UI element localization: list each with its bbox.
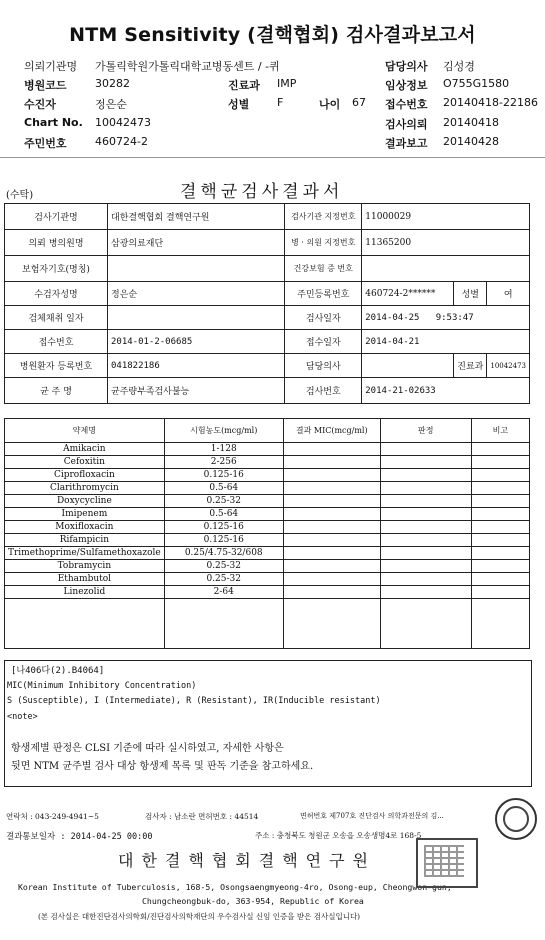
drug-range: 1-128	[164, 443, 283, 456]
label-clinical: 임상정보	[385, 79, 428, 92]
drug-remark	[471, 443, 529, 456]
drug-name: Ciprofloxacin	[5, 469, 165, 482]
drug-range: 0.125-16	[164, 521, 283, 534]
note-kr-1: 항생제별 판정은 CLSI 기준에 따라 실시하였고, 자세한 사항은	[11, 743, 284, 754]
value-dept: IMP	[277, 77, 297, 90]
drug-remark	[471, 521, 529, 534]
drug-mic	[283, 456, 380, 469]
footer-director: 면허번호 제707호 진단검사 의학과전문의 김...	[300, 812, 444, 820]
drug-judgement	[380, 521, 471, 534]
cell-hospital-code-label: 병 · 의원 지정번호	[285, 230, 362, 256]
value-request: 20140418	[443, 116, 499, 129]
cell-test-time: 9:53:47	[435, 312, 474, 323]
drug-name: Linezolid	[5, 586, 165, 599]
label-chart-no: Chart No.	[24, 116, 83, 129]
drug-mic	[283, 547, 380, 560]
note-code: [나406다(2).B4064]	[11, 666, 105, 676]
cell-receipt: 2014-01-2-06685	[108, 330, 285, 354]
label-receipt: 접수번호	[385, 98, 428, 111]
note-kr-2: 뒷면 NTM 균주별 검사 대상 항생제 목록 및 판독 기준을 참고하세요.	[11, 761, 314, 772]
cell-exam-no: 2014-21-02633	[362, 378, 530, 404]
value-chart-no: 10042473	[95, 116, 151, 129]
drug-header-judge: 판정	[380, 419, 471, 443]
drug-judgement	[380, 495, 471, 508]
drug-name: Amikacin	[5, 443, 165, 456]
drug-judgement	[380, 534, 471, 547]
drug-mic	[283, 508, 380, 521]
footer-address-kr: 주소 : 충청북도 청원군 오송읍 오송생명4로 168-5	[255, 831, 422, 840]
drug-range: 0.125-16	[164, 534, 283, 547]
drug-remark	[471, 508, 529, 521]
footer-examiner: 검사자 : 남소란 면허번호 : 44514	[145, 812, 259, 821]
drug-mic	[283, 521, 380, 534]
cell-collect	[108, 306, 285, 330]
cell-receipt-date: 2014-04-21	[362, 330, 530, 354]
cell-receipt-label: 접수번호	[5, 330, 108, 354]
label-doctor: 담당의사	[385, 60, 428, 73]
institute-seal-icon	[416, 838, 478, 888]
cell-species: 균주량부족검사불능	[108, 378, 285, 404]
drug-name: Rifampicin	[5, 534, 165, 547]
drug-name: Moxifloxacin	[5, 521, 165, 534]
cell-insurance	[108, 256, 285, 282]
label-rrn: 주민번호	[24, 137, 67, 150]
drug-mic	[283, 573, 380, 586]
drug-mic	[283, 586, 380, 599]
value-receipt: 20140418-22186	[443, 96, 538, 109]
label-institution: 의뢰기관명	[24, 60, 78, 73]
drug-range: 0.25-32	[164, 560, 283, 573]
cell-lab-label: 검사기관명	[5, 204, 108, 230]
value-age: 67	[352, 96, 366, 109]
footer-institute: 대한결핵협회결핵연구원	[118, 851, 377, 870]
cell-test-date-label: 검사일자	[285, 306, 362, 330]
drug-row	[5, 534, 530, 547]
cell-rrn-label: 주민등록번호	[285, 282, 362, 306]
cell-lab-code: 11000029	[362, 204, 530, 230]
drug-remark	[471, 560, 529, 573]
drug-row	[5, 456, 530, 469]
drug-remark	[471, 534, 529, 547]
drug-header-name: 약제명	[5, 419, 165, 443]
footer-contact: 연락처 : 043-249-4941~5	[6, 812, 99, 821]
drug-row	[5, 482, 530, 495]
cell-lab-code-label: 검사기관 지정번호	[285, 204, 362, 230]
drug-remark	[471, 547, 529, 560]
cell-dept: 10042473	[487, 354, 530, 378]
cell-doctor-label: 담당의사	[285, 354, 362, 378]
drug-header-mic: 결과 MIC(mcg/ml)	[283, 419, 380, 443]
drug-name: Ethambutol	[5, 573, 165, 586]
drug-header-remark: 비고	[471, 419, 529, 443]
cell-sex: 여	[487, 282, 530, 306]
drug-remark	[471, 573, 529, 586]
form-title: 결핵균검사결과서	[180, 182, 344, 202]
cell-insurance-label: 보험자기호(명칭)	[5, 256, 108, 282]
drug-name: Imipenem	[5, 508, 165, 521]
value-sex: F	[277, 96, 284, 109]
drug-judgement	[380, 508, 471, 521]
value-rrn: 460724-2	[95, 135, 148, 148]
drug-mic	[283, 560, 380, 573]
drug-name: Trimethoprime/Sulfamethoxazole	[5, 547, 165, 560]
label-age: 나이	[319, 98, 341, 111]
drug-name: Cefoxitin	[5, 456, 165, 469]
value-patient: 정은순	[95, 98, 127, 111]
drug-remark	[471, 482, 529, 495]
drug-remark	[471, 456, 529, 469]
cell-receipt-date-label: 접수일자	[285, 330, 362, 354]
drug-range: 2-256	[164, 456, 283, 469]
drug-row	[5, 508, 530, 521]
drug-range: 0.5-64	[164, 482, 283, 495]
cell-patient-label: 수검자성명	[5, 282, 108, 306]
cell-hospital-code: 11365200	[362, 230, 530, 256]
drug-name: Clarithromycin	[5, 482, 165, 495]
drug-mic	[283, 534, 380, 547]
cell-hospital: 삼광의료재단	[108, 230, 285, 256]
drug-judgement	[380, 547, 471, 560]
value-result: 20140428	[443, 135, 499, 148]
drug-judgement	[380, 456, 471, 469]
cell-chart-label: 병원환자 등록번호	[5, 354, 108, 378]
drug-row	[5, 521, 530, 534]
drug-judgement	[380, 443, 471, 456]
footer-address-en-1: Korean Institute of Tuberculosis, 168-5, Osongsaengmyeong-4ro, Osong-eup, Cheongwon-gun,	[18, 882, 452, 892]
report-title: NTM Sensitivity (결핵협회) 검사결과보고서	[69, 24, 476, 46]
note-sir: S (Susceptible), I (Intermediate), R (Resistant), IR(Inducible resistant)	[7, 696, 381, 706]
drug-row	[5, 469, 530, 482]
value-hospital-code: 30282	[95, 77, 130, 90]
cell-collect-label: 검체채취 일자	[5, 306, 108, 330]
drug-range: 0.25/4.75-32/608	[164, 547, 283, 560]
cell-rrn: 460724-2******	[362, 282, 454, 306]
label-result: 결과보고	[385, 137, 428, 150]
cell-exam-no-label: 검사번호	[285, 378, 362, 404]
cell-sex-label: 성별	[454, 282, 487, 306]
cell-chart: 041822186	[108, 354, 285, 378]
drug-mic	[283, 469, 380, 482]
scan-note: (수탁)	[6, 190, 34, 201]
drug-row	[5, 443, 530, 456]
cell-hospital-label: 의뢰 병의원명	[5, 230, 108, 256]
drug-range: 2-64	[164, 586, 283, 599]
drug-judgement	[380, 482, 471, 495]
drug-row	[5, 547, 530, 560]
drug-row	[5, 573, 530, 586]
cell-test-date: 2014-04-25	[365, 312, 420, 323]
drug-header-range: 시험농도(mcg/ml)	[164, 419, 283, 443]
footer-report-date: 결과통보일자 : 2014-04-25 00:00	[6, 832, 153, 842]
drug-remark	[471, 469, 529, 482]
note-tag: <note>	[7, 712, 38, 722]
cell-lab: 대한결핵협회 결핵연구원	[108, 204, 285, 230]
value-clinical: O755G1580	[443, 77, 510, 90]
drug-range: 0.25-32	[164, 495, 283, 508]
note-mic: MIC(Minimum Inhibitory Concentration)	[7, 681, 197, 691]
drug-mic	[283, 495, 380, 508]
notes-box	[4, 660, 532, 787]
drug-table	[4, 418, 530, 649]
drug-judgement	[380, 573, 471, 586]
drug-range: 0.25-32	[164, 573, 283, 586]
cell-dept-label: 진료과	[454, 354, 487, 378]
drug-row	[5, 495, 530, 508]
drug-name: Tobramycin	[5, 560, 165, 573]
label-patient: 수진자	[24, 98, 56, 111]
drug-mic	[283, 482, 380, 495]
cell-insurance-card-label: 건강보험 증 번호	[285, 256, 362, 282]
label-hospital-code: 병원코드	[24, 79, 67, 92]
scan-top-edge	[0, 157, 545, 158]
value-institution: 가톨릭학원가톨릭대학교병동센트 / -퀴	[95, 60, 280, 73]
director-seal-icon	[495, 798, 537, 840]
cell-patient: 정은순	[108, 282, 285, 306]
drug-row	[5, 560, 530, 573]
drug-row	[5, 586, 530, 599]
label-dept: 진료과	[228, 79, 260, 92]
drug-range: 0.5-64	[164, 508, 283, 521]
label-sex: 성별	[228, 98, 250, 111]
footer-cert: (본 검사실은 대한진단검사의학회/진단검사의학재단의 우수검사실 신임 인증을 받은 검사실입니다)	[38, 912, 361, 921]
drug-remark	[471, 586, 529, 599]
info-table	[4, 203, 530, 404]
drug-remark	[471, 495, 529, 508]
value-doctor: 김성경	[443, 60, 475, 73]
drug-judgement	[380, 469, 471, 482]
footer-address-en-2: Chungcheongbuk-do, 363-954, Republic of Korea	[142, 896, 364, 906]
drug-judgement	[380, 586, 471, 599]
drug-name: Doxycycline	[5, 495, 165, 508]
label-request: 검사의뢰	[385, 118, 428, 131]
cell-species-label: 균 주 명	[5, 378, 108, 404]
drug-range: 0.125-16	[164, 469, 283, 482]
drug-mic	[283, 443, 380, 456]
drug-judgement	[380, 560, 471, 573]
